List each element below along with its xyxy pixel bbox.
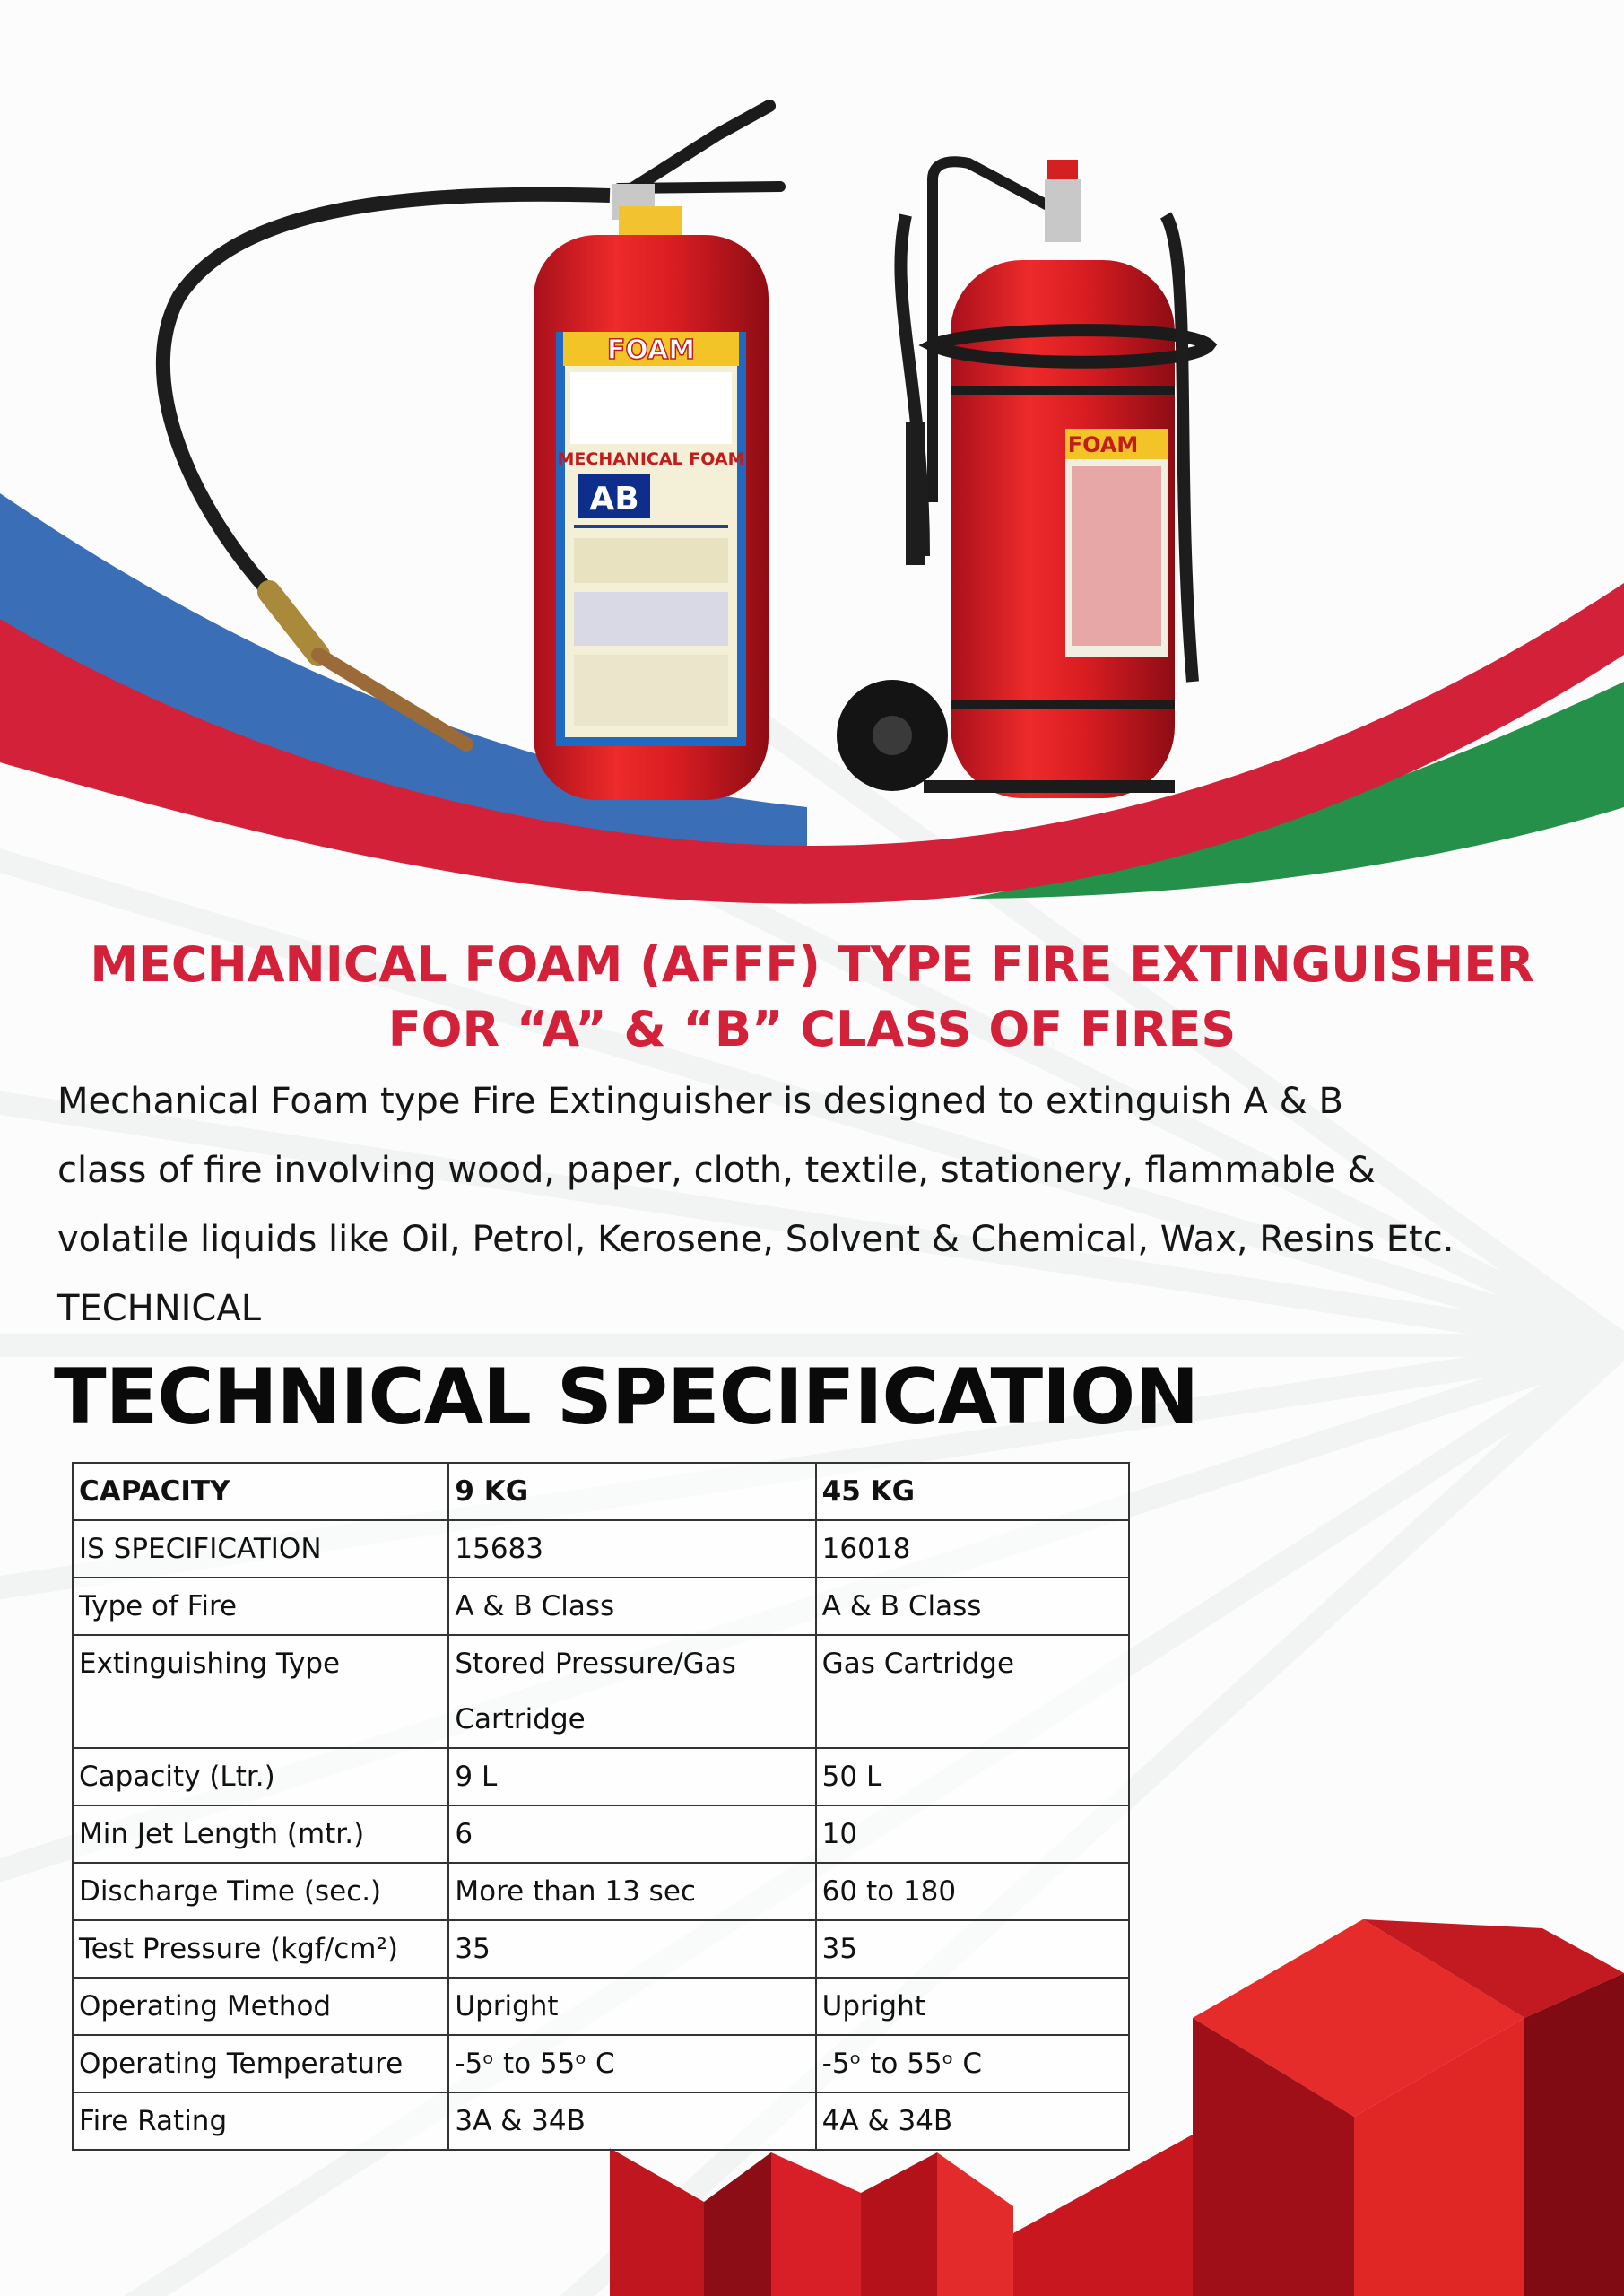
table-cell: Gas Cartridge [816,1635,1129,1748]
product-description [57,1067,1582,1344]
description-line-2: class of fire involving wood, paper, cloth, textile, stationery, flammable & [57,1150,1376,1191]
table-cell: 9 L [448,1748,815,1805]
table-cell: Operating Method [73,1978,448,2035]
table-cell: Fire Rating [73,2092,448,2150]
specification-table [72,1462,1130,2151]
table-row [73,1805,1129,1863]
title-line-2: FOR “A” & “B” CLASS OF FIRES [387,1001,1237,1057]
table-cell: Min Jet Length (mtr.) [73,1805,448,1863]
table-cell: IS SPECIFICATION [73,1520,448,1578]
table-cell: More than 13 sec [448,1863,815,1920]
table-cell: 4A & 34B [816,2092,1129,2150]
table-header-cell: CAPACITY [73,1463,448,1520]
table-header-cell: 9 KG [448,1463,815,1520]
svg-text:MECHANICAL FOAM: MECHANICAL FOAM [557,449,745,469]
table-row [73,1578,1129,1635]
description-line-4: TECHNICAL [57,1288,262,1329]
table-row [73,1978,1129,2035]
table-cell: Discharge Time (sec.) [73,1863,448,1920]
title-line-1: MECHANICAL FOAM (AFFF) TYPE FIRE EXTINGUISHER [90,936,1534,993]
svg-text:FOAM: FOAM [606,335,696,366]
table-row [73,1920,1129,1978]
table-cell: Type of Fire [73,1578,448,1635]
table-header-row [73,1463,1129,1520]
table-row [73,1520,1129,1578]
table-header-cell: 45 KG [816,1463,1129,1520]
table-cell: A & B Class [448,1578,815,1635]
description-line-3: volatile liquids like Oil, Petrol, Kerosene, Solvent & Chemical, Wax, Resins Etc. [57,1219,1455,1260]
technical-specification-heading: TECHNICAL SPECIFICATION [54,1352,1199,1442]
table-cell: Upright [448,1978,815,2035]
table-row [73,2035,1129,2092]
extinguisher-45kg-image [837,160,1209,798]
table-cell: 35 [816,1920,1129,1978]
table-cell: Capacity (Ltr.) [73,1748,448,1805]
table-cell: -5ᵒ to 55ᵒ C [448,2035,815,2092]
table-row [73,1635,1129,1748]
table-row [73,1863,1129,1920]
table-cell: 50 L [816,1748,1129,1805]
table-row [73,1748,1129,1805]
description-line-1: Mechanical Foam type Fire Extinguisher is designed to extinguish A & B [57,1081,1343,1122]
table-cell: 3A & 34B [448,2092,815,2150]
svg-text:AB: AB [589,481,639,517]
table-cell: A & B Class [816,1578,1129,1635]
table-cell: 16018 [816,1520,1129,1578]
table-cell: 35 [448,1920,815,1978]
table-cell: 6 [448,1805,815,1863]
table-cell: -5ᵒ to 55ᵒ C [816,2035,1129,2092]
svg-text:FOAM: FOAM [1067,432,1139,457]
table-row [73,2092,1129,2150]
table-cell: Test Pressure (kgf/cm²) [73,1920,448,1978]
table-cell: Extinguishing Type [73,1635,448,1748]
table-cell: Upright [816,1978,1129,2035]
table-cell: 15683 [448,1520,815,1578]
table-cell: Operating Temperature [73,2035,448,2092]
table-cell: Stored Pressure/Gas Cartridge [448,1635,815,1748]
table-cell: 60 to 180 [816,1863,1129,1920]
product-title [0,933,1624,1062]
table-cell: 10 [816,1805,1129,1863]
